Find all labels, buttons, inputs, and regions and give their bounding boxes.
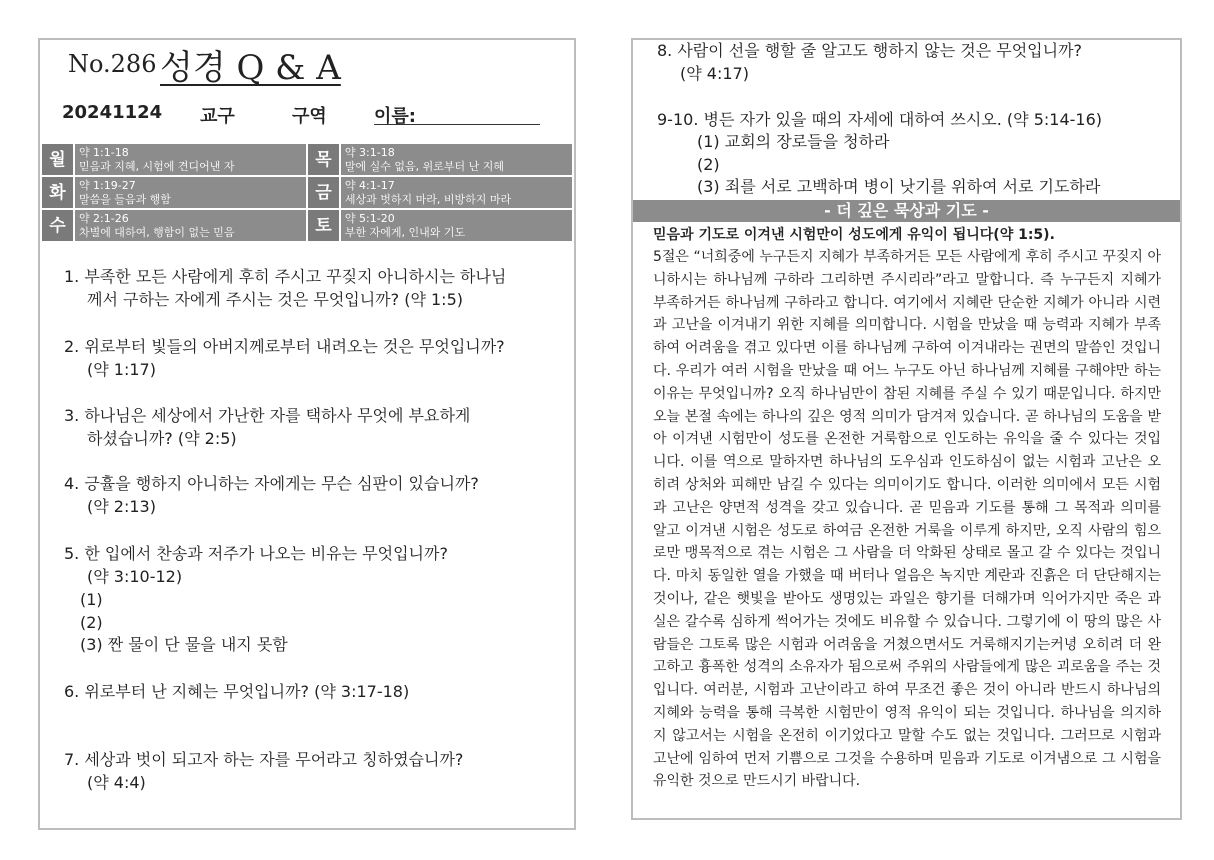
schedule-ref: 약 3:1-18 <box>344 145 395 159</box>
question-text: 5. 한 입에서 찬송과 저주가 나오는 비유는 무엇입니까? <box>64 544 448 563</box>
question-text: (약 2:13) <box>87 497 156 516</box>
schedule-text: 믿음과 지혜, 시험에 견디어낸 자 <box>78 159 235 173</box>
schedule-text: 차별에 대하여, 행함이 없는 믿음 <box>78 225 235 239</box>
schedule-entry <box>75 210 306 241</box>
date: 20241124 <box>62 102 163 123</box>
question-7 <box>64 748 564 794</box>
schedule-day: 금 <box>308 177 339 208</box>
answer-line: (3) 짠 물이 단 물을 내지 못함 <box>80 635 288 654</box>
schedule-text: 말에 실수 없음, 위로부터 난 지혜 <box>344 159 505 173</box>
schedule-entry <box>341 177 572 208</box>
schedule-text: 부한 자에게, 인내와 기도 <box>344 225 466 239</box>
page-title: 성경 Q & A <box>160 48 341 88</box>
question-text: (약 3:10-12) <box>87 567 183 586</box>
answer-line: (2) <box>80 613 103 632</box>
answer-line: (2) <box>697 155 720 174</box>
question-text: 9-10. 병든 자가 있을 때의 자세에 대하여 쓰시오. (약 5:14-16) <box>657 110 1103 129</box>
reading-schedule <box>40 142 574 243</box>
question-2 <box>64 335 564 381</box>
answer-line: (3) 죄를 서로 고백하며 병이 낫기를 위하여 서로 기도하라 <box>697 177 1101 196</box>
question-text: 6. 위로부터 난 지혜는 무엇입니까? (약 3:17-18) <box>64 682 410 701</box>
question-text: 7. 세상과 벗이 되고자 하는 자를 무어라고 칭하였습니까? <box>64 750 464 769</box>
meditation-banner: - 더 깊은 묵상과 기도 - <box>633 200 1180 222</box>
schedule-entry <box>75 144 306 175</box>
meditation-heading: 믿음과 기도로 이겨낸 시험만이 성도에게 유익이 됩니다(약 1:5). <box>653 227 1055 243</box>
schedule-ref: 약 2:1-26 <box>78 211 129 225</box>
name-blank-line <box>374 124 540 125</box>
schedule-row <box>42 177 572 208</box>
question-8 <box>657 39 1082 85</box>
schedule-ref: 약 1:1-18 <box>78 145 129 159</box>
right-page <box>631 38 1182 820</box>
schedule-row <box>42 210 572 241</box>
schedule-day: 화 <box>42 177 73 208</box>
issue-number: No.286 <box>68 50 157 78</box>
schedule-ref: 약 4:1-17 <box>344 178 395 192</box>
question-text: 3. 하나님은 세상에서 가난한 자를 택하사 무엇에 부요하게 <box>64 406 471 425</box>
schedule-entry <box>341 144 572 175</box>
schedule-ref: 약 1:19-27 <box>78 178 136 192</box>
schedule-row <box>42 144 572 175</box>
question-text: 1. 부족한 모든 사람에게 후히 주시고 꾸짖지 아니하시는 하나님 <box>64 267 507 286</box>
schedule-ref: 약 5:1-20 <box>344 211 395 225</box>
question-text: 하셨습니까? (약 2:5) <box>87 429 237 448</box>
gyogu-label: 교구 <box>200 106 235 127</box>
question-9-10 <box>657 108 1102 131</box>
question-3 <box>64 404 564 450</box>
answer-line: (1) <box>80 590 103 609</box>
schedule-text: 말씀을 들음과 행함 <box>78 192 171 206</box>
question-text: 4. 긍휼을 행하지 아니하는 자에게는 무슨 심판이 있습니까? <box>64 474 479 493</box>
schedule-day: 목 <box>308 144 339 175</box>
question-text: 2. 위로부터 빛들의 아버지께로부터 내려오는 것은 무엇입니까? <box>64 337 505 356</box>
question-text: (약 4:4) <box>87 773 146 792</box>
question-6 <box>64 680 564 703</box>
question-5 <box>64 542 564 588</box>
question-text: (약 4:17) <box>680 64 749 83</box>
question-text: 8. 사람이 선을 행할 줄 알고도 행하지 않는 것은 무엇입니까? <box>657 41 1083 60</box>
left-page <box>38 38 576 830</box>
question-1 <box>64 265 564 311</box>
schedule-entry <box>341 210 572 241</box>
schedule-day: 월 <box>42 144 73 175</box>
question-text: 께서 구하는 자에게 주시는 것은 무엇입니까? (약 1:5) <box>87 290 463 309</box>
schedule-day: 토 <box>308 210 339 241</box>
question-4 <box>64 472 564 518</box>
schedule-day: 수 <box>42 210 73 241</box>
question-text: (약 1:17) <box>87 360 156 379</box>
schedule-entry <box>75 177 306 208</box>
meditation-body: 5절은 “너희중에 누구든지 지혜가 부족하거든 모든 사람에게 후히 주시고 꾸짖지 아니하시는 하나님께 구하라 그리하면 주시리라”라고 말합니다. 즉 누구든지 지혜가 부족하거든 하나님께 구하라고 합니다. 여기에서 지혜란 단순한 지혜가 아니라 시련과 고난을 이겨내기 위한 지혜를 의미합니다. 시험을 만났을 때 능력과 지혜가 부족하여 어려움을 겪고 있다면 이를 하나님께 구하여 이겨내라는 권면의 말씀인 것입니다. 우리가 여러 시험을 만났을 때 어느 누구도 아닌 하나님께 지혜를 구해야만 하는 이유는 무엇입니까? 오직 하나님만이 참된 지혜를 주실 수 있기 때문입니다. 하지만 오늘 본절 속에는 하나의 깊은 영적 의미가 담겨져 있습니다. 곧 하나님의 도움을 받아 이겨낸 시험만이 성도를 온전한 거룩함으로 인도하는 유익을 줄 수 있다는 것입니다. 이를 역으로 말하자면 하나님의 도우심과 인도하심이 없는 시험과 고난은 오히려 상처와 피해만 남길 수 있다는 의미이기도 합니다. 이러한 의미에서 모든 시험과 고난은 양면적 성격을 갖고 있습니다. 곧 믿음과 기도를 통해 그 목적과 의미를 알고 이겨낸 시험은 성도로 하여금 온전한 거룩을 이루게 하지만, 오직 사람의 힘으로만 맹목적으로 겪는 시험은 그 사람을 더 악화된 상태로 몰고 갈 수 있다는 것입니다. 마치 동일한 열을 가했을 때 버터나 얼음은 녹지만 계란과 진흙은 더 단단해지는 것이나, 같은 햇빛을 받아도 생명있는 과일은 향기를 더해가며 익어가지만 죽은 과실은 갈수록 심하게 썩어가는 것에도 비유할 수 있습니다. 그렇기에 이 땅의 많은 사람들은 그토록 많은 시험과 어려움을 거쳤으면서도 거룩해지기는커녕 오히려 더 완고하고 흉폭한 성격의 소유자가 됨으로써 주위의 사람들에게 많은 괴로움을 주는 것입니다. 여러분, 시험과 고난이라고 하여 무조건 좋은 것이 아니라 반드시 하나님의 지혜와 능력을 통해 극복한 시험만이 영적 유익이 되는 것입니다. 하나님을 의지하지 않고서는 시험을 온전히 이기었다고 말할 수도 없는 것입니다. 그러므로 시험과 고난에 임하여 먼저 기쁨으로 그것을 수용하며 믿음과 기도로 이겨냄으로 그 시험을 유익한 것으로 만드시기 바랍니다. <box>653 249 1161 790</box>
name-label: 이름: <box>374 106 416 127</box>
schedule-text: 세상과 벗하지 마라, 비방하지 마라 <box>344 192 512 206</box>
guyeok-label: 구역 <box>292 106 327 127</box>
answer-line: (1) 교회의 장로들을 청하라 <box>697 132 890 151</box>
